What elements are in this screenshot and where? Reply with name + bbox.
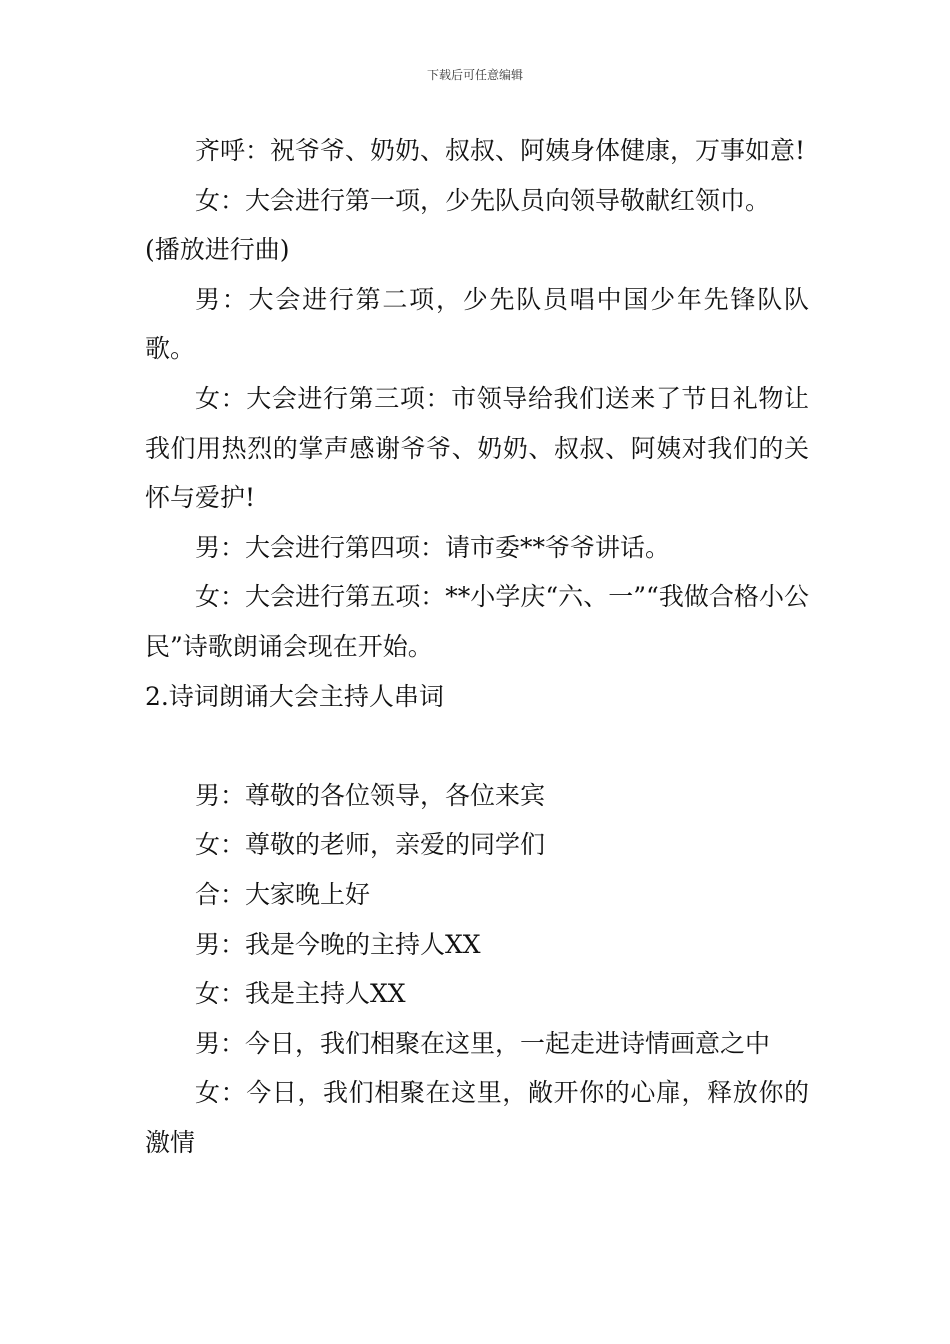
paragraph: 女：尊敬的老师，亲爱的同学们 — [195, 830, 546, 860]
paragraph: 女：大会进行第一项，少先队员向领导敬献红领巾。 — [195, 185, 771, 215]
paragraph: 女：我是主持人XX — [195, 979, 406, 1009]
paragraph: 合：大家晚上好 — [195, 879, 371, 909]
paragraph-note: (播放进行曲) — [145, 235, 290, 265]
paragraph: 男：尊敬的各位领导，各位来宾 — [195, 780, 546, 810]
paragraph: 男：大会进行第二项，少先队员唱中国少年先锋队队歌。 — [145, 284, 809, 364]
section-heading: 2.诗词朗诵大会主持人串词 — [145, 681, 444, 711]
paragraph: 男：今日，我们相聚在这里，一起走进诗情画意之中 — [195, 1028, 771, 1058]
blank-line — [145, 721, 809, 771]
paragraph: 男：大会进行第四项：请市委**爷爷讲话。 — [195, 532, 671, 562]
paragraph: 女：大会进行第三项：市领导给我们送来了节日礼物让我们用热烈的掌声感谢爷爷、奶奶、叔叔、阿姨对我们的关怀与爱护! — [145, 383, 809, 513]
page-header-note: 下载后可任意编辑 — [426, 68, 523, 82]
paragraph: 齐呼：祝爷爷、奶奶、叔叔、阿姨身体健康，万事如意! — [195, 136, 806, 165]
paragraph: 女：大会进行第五项：**小学庆“六、一”“我做合格小公民”诗歌朗诵会现在开始。 — [145, 582, 809, 661]
document-body — [145, 126, 809, 1167]
paragraph: 男：我是今晚的主持人XX — [195, 929, 481, 959]
paragraph: 女：今日，我们相聚在这里，敞开你的心扉，释放你的激情 — [145, 1078, 809, 1157]
